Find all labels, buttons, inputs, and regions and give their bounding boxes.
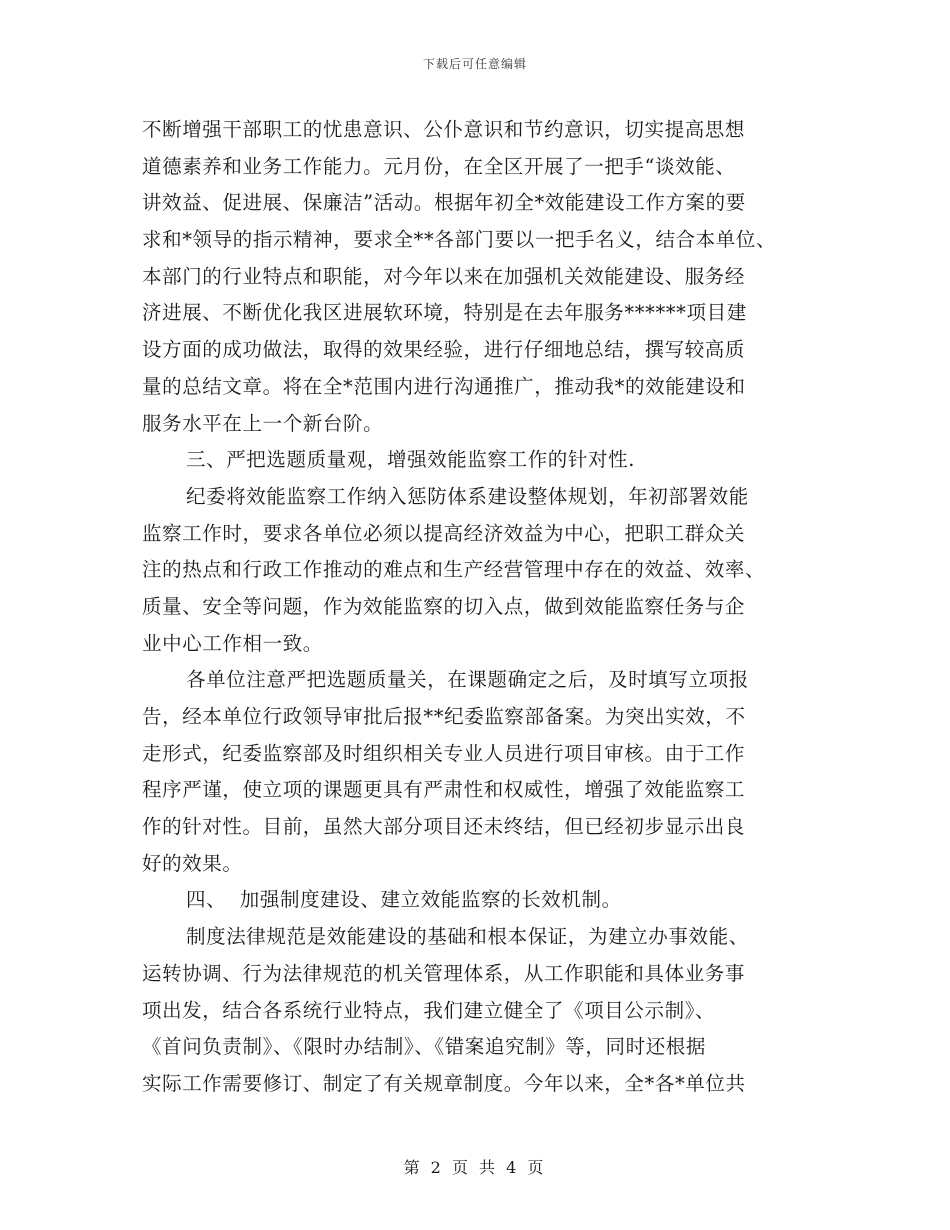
text-line: 各单位注意严把选题质量关，在课题确定之后，及时填写立项报 <box>186 668 749 692</box>
text-line: 监察工作时，要求各单位必须以提高经济效益为中心，把职工群众关 <box>142 521 746 545</box>
text-line: 程序严谨，使立项的课题更具有严肃性和权威性，增强了效能监察工 <box>142 778 746 802</box>
text-line: 道德素养和业务工作能力。元月份，在全区开展了一把手“谈效能、 <box>142 154 736 178</box>
text-line: 项出发，结合各系统行业特点，我们建立健全了《项目公示制》、 <box>142 998 716 1022</box>
text-line: 《首问负责制》、《限时办结制》、《错案追究制》等，同时还根据 <box>142 1035 707 1059</box>
text-line: 注的热点和行政工作推动的难点和生产经营管理中存在的效益、效率、 <box>142 558 766 582</box>
text-line: 制度法律规范是效能建设的基础和根本保证，为建立办事效能、 <box>186 925 749 949</box>
text-line: 不断增强干部职工的忧患意识、公仆意识和节约意识，切实提高思想 <box>142 118 746 141</box>
text-line: 好的效果。 <box>142 851 243 875</box>
text-line: 走形式，纪委监察部及时组织相关专业人员进行项目审核。由于工作 <box>142 741 746 765</box>
text-line: 纪委将效能监察工作纳入惩防体系建设整体规划，年初部署效能 <box>186 484 749 508</box>
text-line: 求和*领导的指示精神，要求全**各部门要以一把手名义，结合本单位、 <box>142 228 777 252</box>
text-line: 作的针对性。目前，虽然大部分项目还未终结，但已经初步显示出良 <box>142 815 746 839</box>
text-line: 业中心工作相一致。 <box>142 631 323 655</box>
section-heading: 三、严把选题质量观，增强效能监察工作的针对性. <box>186 448 635 472</box>
text-line: 实际工作需要修订、制定了有关规章制度。今年以来，全*各*单位共 <box>142 1071 746 1095</box>
text-line: 设方面的成功做法，取得的效果经验，进行仔细地总结，撰写较高质 <box>142 338 746 362</box>
text-line: 济进展、不断优化我区进展软环境，特别是在去年服务******项目建 <box>142 301 747 325</box>
page-number: 第 2 页 共 4 页 <box>403 1158 547 1177</box>
section-heading: 四、 加强制度建设、建立效能监察的长效机制。 <box>186 888 622 912</box>
page-header-note: 下载后可任意编辑 <box>422 57 527 71</box>
text-line: 讲效益、促进展、保廉洁”活动。根据年初全*效能建设工作方案的要 <box>142 191 746 215</box>
text-line: 告，经本单位行政领导审批后报**纪委监察部备案。为突出实效，不 <box>142 705 746 728</box>
text-line: 本部门的行业特点和职能，对今年以来在加强机关效能建设、服务经 <box>142 264 746 288</box>
text-line: 运转协调、行为法律规范的机关管理体系，从工作职能和具体业务事 <box>142 961 746 985</box>
text-line: 量的总结文章。将在全*范围内进行沟通推广，推动我*的效能建设和 <box>142 374 746 398</box>
document-body <box>142 112 812 1103</box>
text-line: 服务水平在上一个新台阶。 <box>142 411 384 435</box>
text-line: 质量、安全等问题，作为效能监察的切入点，做到效能监察任务与企 <box>142 594 746 618</box>
